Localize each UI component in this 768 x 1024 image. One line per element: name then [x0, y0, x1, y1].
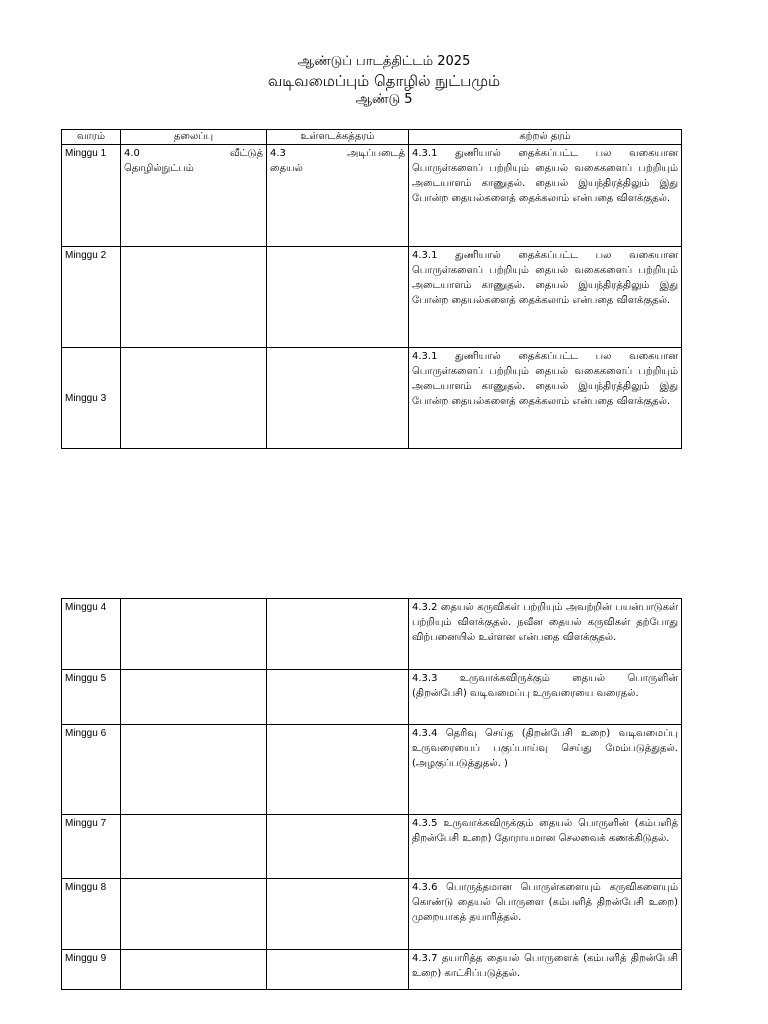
week-cell: Minggu 8 [62, 879, 121, 950]
week-cell: Minggu 7 [62, 815, 121, 879]
content-code: 4.3 [270, 148, 286, 159]
header-learning-standard: கற்றல் தரம் [409, 130, 682, 145]
content-word: அடிப்படைத் [347, 148, 405, 159]
content-standard-cell [267, 348, 409, 449]
title-line-1: ஆண்டுப் பாடத்திட்டம் 2025 [297, 54, 471, 69]
learning-standard-cell: 4.3.4 தெரிவு செய்த (திறன்பேசி உறை) வடிவமைப்பு உருவரையைப் பகுப்பாய்வு செய்து மேம்படுத்துதல். (அழகுப்படுத்துதல். ) [409, 725, 682, 815]
table-row [62, 725, 682, 815]
learning-standard-cell: 4.3.7 தயாரித்த தையல் பொருளைக் (கம்பளித் திறன்பேசி உறை) காட்சிப்படுத்தல். [409, 950, 682, 990]
content-standard-cell [267, 879, 409, 950]
topic-cell [121, 145, 267, 247]
content-standard-cell [267, 725, 409, 815]
table-row [62, 879, 682, 950]
table-row [62, 950, 682, 990]
week-cell: Minggu 5 [62, 670, 121, 725]
week-cell: Minggu 3 [62, 348, 121, 449]
table-row [62, 145, 682, 247]
topic-cell [121, 879, 267, 950]
topic-word: வீட்டுத் [230, 148, 263, 159]
learning-standard-cell: 4.3.1 துணியால் தைக்கப்பட்ட பல வகையான பொருள்களைப் பற்றியும் தையல் வகைகளைப் பற்றியும் அடையாளம் காணுதல். தையல் இயந்திரத்திலும் இது போன்ற தையல்களைத் தைக்கலாம் என்பதை விளக்குதல். [409, 348, 682, 449]
syllabus-table-page-2 [61, 598, 682, 990]
week-cell: Minggu 1 [62, 145, 121, 247]
learning-standard-cell: 4.3.1 துணியால் தைக்கப்பட்ட பல வகையான பொருள்களைப் பற்றியும் தையல் வகைகளைப் பற்றியும் அடையாளம் காணுதல். தையல் இயந்திரத்திலும் இது போன்ற தையல்களைத் தைக்கலாம் என்பதை விளக்குதல். [409, 145, 682, 247]
table-row [62, 348, 682, 449]
table-row [62, 670, 682, 725]
learning-standard-cell: 4.3.5 உருவாக்கவிருக்கும் தையல் பொருளின் (கம்பளித் திறன்பேசி உறை) தோராயமான செலவைக் கணக்கிடுதல். [409, 815, 682, 879]
topic-cell [121, 348, 267, 449]
topic-rest: தொழில்நுட்பம் [124, 163, 194, 174]
syllabus-table-page-1 [61, 129, 682, 449]
topic-cell [121, 599, 267, 670]
topic-cell [121, 950, 267, 990]
week-cell: Minggu 4 [62, 599, 121, 670]
header-week: வாரம் [62, 130, 121, 145]
title-line-2: வடிவமைப்பும் தொழில் நுட்பமும் [267, 72, 501, 90]
title-line-3: ஆண்டு 5 [355, 92, 413, 107]
topic-code: 4.0 [124, 148, 140, 159]
week-cell: Minggu 9 [62, 950, 121, 990]
topic-cell [121, 725, 267, 815]
week-cell: Minggu 6 [62, 725, 121, 815]
document-title [0, 53, 768, 109]
content-standard-cell [267, 670, 409, 725]
topic-cell [121, 815, 267, 879]
content-standard-cell [267, 599, 409, 670]
content-standard-cell [267, 247, 409, 348]
header-content-standard: உள்ளடக்கத்தரம் [267, 130, 409, 145]
content-standard-cell [267, 815, 409, 879]
header-topic: தலைப்பு [121, 130, 267, 145]
learning-standard-cell: 4.3.3 உருவாக்கவிருக்கும் தையல் பொருளின் (திறன்பேசி) வடிவமைப்பு உருவரையை வரைதல். [409, 670, 682, 725]
topic-cell [121, 247, 267, 348]
learning-standard-cell: 4.3.1 துணியால் தைக்கப்பட்ட பல வகையான பொருள்களைப் பற்றியும் தையல் வகைகளைப் பற்றியும் அடையாளம் காணுதல். தையல் இயந்திரத்திலும் இது போன்ற தையல்களைத் தைக்கலாம் என்பதை விளக்குதல். [409, 247, 682, 348]
table-header-row [62, 130, 682, 145]
week-cell: Minggu 2 [62, 247, 121, 348]
table-row [62, 247, 682, 348]
table-row [62, 815, 682, 879]
content-rest: தையல் [270, 163, 303, 174]
content-standard-cell [267, 950, 409, 990]
content-standard-cell [267, 145, 409, 247]
topic-cell [121, 670, 267, 725]
table-row [62, 599, 682, 670]
learning-standard-cell: 4.3.6 பொருத்தமான பொருள்களையும் கருவிகளையும் கொண்டு தையல் பொருளை (கம்பளித் திறன்பேசி உறை) முறையாகத் தயாரித்தல். [409, 879, 682, 950]
learning-standard-cell: 4.3.2 தையல் கருவிகள் பற்றியும் அவற்றின் பயன்பாடுகள் பற்றியும் விளக்குதல். நவீன தையல் கருவிகள் தற்போது விற்பனையில் உள்ளன என்பதை விளக்குதல். [409, 599, 682, 670]
